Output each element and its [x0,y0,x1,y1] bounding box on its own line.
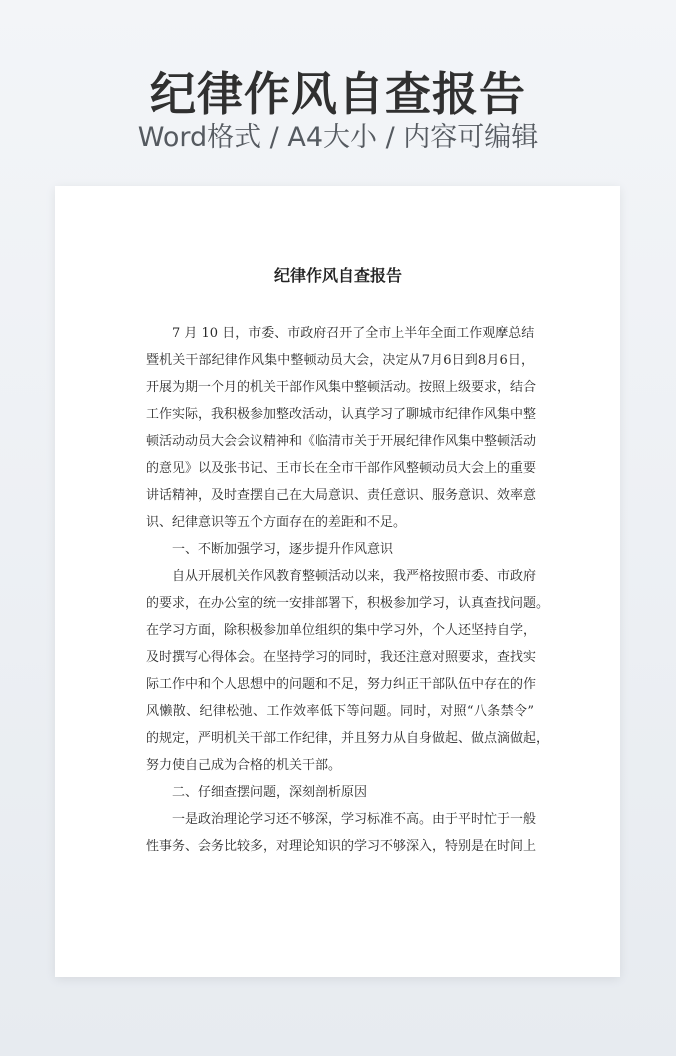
paragraph-line: 工作实际，我积极参加整改活动，认真学习了聊城市纪律作风集中整 [146,407,537,422]
paragraph-line: 识、纪律意识等五个方面存在的差距和不足。 [146,515,407,530]
paragraph-line: 自从开展机关作风教育整顿活动以来，我严格按照市委、市政府 [172,569,537,584]
paragraph-line: 的规定，严明机关干部工作纪律，并且努力从自身做起、做点滴做起， [146,731,550,746]
paragraph-line: 7 月 10 日，市委、市政府召开了全市上半年全面工作观摩总结 [172,326,535,341]
paragraph-line: 的意见》以及张书记、王市长在全市干部作风整顿动员大会上的重要 [146,461,537,476]
section-heading: 一、不断加强学习，逐步提升作风意识 [172,542,394,557]
paragraph-line: 际工作中和个人思想中的问题和不足，努力纠正干部队伍中存在的作 [146,677,537,692]
document-title: 纪律作风自查报告 [273,266,402,285]
paragraph-line: 努力使自己成为合格的机关干部。 [146,758,342,773]
paragraph-line: 在学习方面，除积极参加单位组织的集中学习外，个人还坚持自学， [146,623,537,638]
paragraph-line: 及时撰写心得体会。在坚持学习的同时，我还注意对照要求，查找实 [146,650,537,665]
banner [0,0,676,186]
paragraph-line: 开展为期一个月的机关干部作风集中整顿活动。按照上级要求，结合 [146,380,537,395]
paragraph-line: 的要求，在办公室的统一安排部署下，积极参加学习，认真查找问题。 [146,596,550,611]
paragraph-line: 暨机关干部纪律作风集中整顿动员大会，决定从7月6日到8月6日， [146,353,534,368]
document-body [146,320,550,860]
paragraph-line: 讲话精神，及时查摆自己在大局意识、责任意识、服务意识、效率意 [146,488,537,503]
section-heading: 二、仔细查摆问题，深刻剖析原因 [172,785,368,800]
banner-title: 纪律作风自查报告 [150,67,526,121]
banner-subtitle: Word格式 / A4大小 / 内容可编辑 [137,122,539,153]
paragraph-line: 顿活动动员大会会议精神和《临清市关于开展纪律作风集中整顿活动 [146,434,537,449]
paragraph-line: 一是政治理论学习还不够深，学习标准不高。由于平时忙于一般 [172,812,537,827]
paragraph-line: 风懒散、纪律松弛、工作效率低下等问题。同时，对照“八条禁令” [146,704,534,719]
paragraph-line: 性事务、会务比较多，对理论知识的学习不够深入，特别是在时间上 [146,839,537,854]
